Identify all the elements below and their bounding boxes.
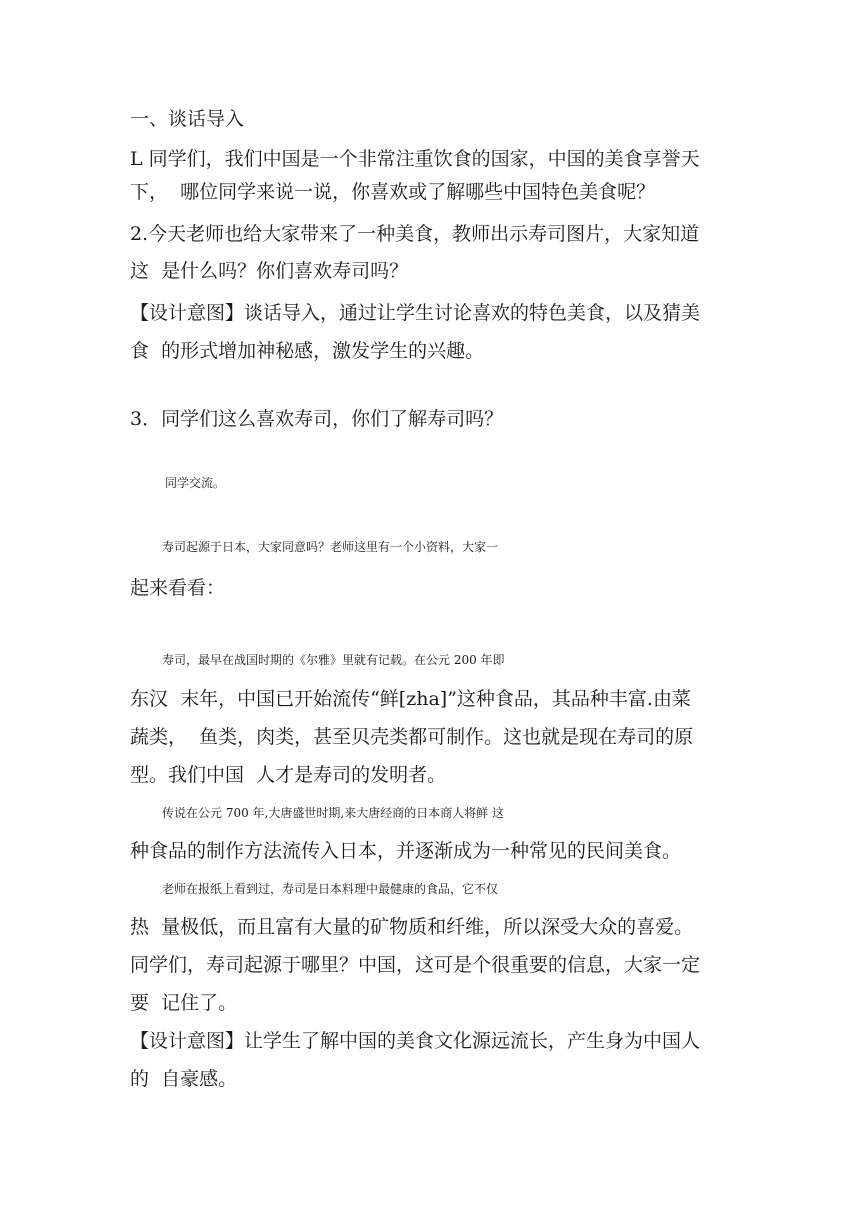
paragraph-5-line-2: 起来看看： <box>130 577 226 599</box>
paragraph-9-line-1: 同学们，寿司起源于哪里？中国，这可是个很重要的信息，大家一定 <box>130 954 701 976</box>
paragraph-9-line-2: 要 记住了。 <box>130 992 238 1014</box>
paragraph-7-line-2: 种食品的制作方法流传入日本，并逐渐成为一种常见的民间美食。 <box>130 840 682 862</box>
paragraph-1-line-2: 下， 哪位同学来说一说，你喜欢或了解哪些中国特色美食呢？ <box>130 181 656 203</box>
paragraph-3: 3．同学们这么喜欢寿司，你们了解寿司吗？ <box>130 408 504 430</box>
design-intent-2-line-1: 【设计意图】让学生了解中国的美食文化源远流长，产生身为中国人 <box>130 1030 701 1052</box>
design-intent-1-line-1: 【设计意图】谈话导入，通过让学生讨论喜欢的特色美食，以及猜美 <box>130 302 701 324</box>
section-heading: 一、谈话导入 <box>130 108 245 130</box>
paragraph-2-line-2: 这 是什么吗？你们喜欢寿司吗？ <box>130 260 409 282</box>
paragraph-4: 同学交流。 <box>165 476 226 490</box>
paragraph-6-line-3: 蔬类， 鱼类，肉类，甚至贝壳类都可制作。这也就是现在寿司的原 <box>130 726 694 748</box>
design-intent-2-line-2: 的 自豪感。 <box>130 1068 238 1090</box>
paragraph-2-line-1: 2.今天老师也给大家带来了一种美食，教师出示寿司图片，大家知道 <box>130 223 700 245</box>
paragraph-1-line-1: L 同学们，我们中国是一个非常注重饮食的国家，中国的美食享誉天 <box>130 148 700 170</box>
paragraph-8-line-1: 老师在报纸上看到过，寿司是日本料理中最健康的食品，它不仅 <box>162 882 499 896</box>
paragraph-6-line-2: 东汉 末年，中国已开始流传“鲜[zha]”这种食品，其品种丰富.由菜 <box>130 688 691 710</box>
paragraph-8-line-2: 热 量极低，而且富有大量的矿物质和纤维，所以深受大众的喜爱。 <box>130 916 694 938</box>
design-intent-1-line-2: 食 的形式增加神秘感，激发学生的兴趣。 <box>130 340 485 362</box>
paragraph-6-line-4: 型。我们中国 人才是寿司的发明者。 <box>130 764 447 786</box>
paragraph-6-line-1: 寿司，最早在战国时期的《尔雅》里就有记载。在公元 200 年即 <box>162 653 505 667</box>
paragraph-5-line-1: 寿司起源于日本，大家同意吗？老师这里有一个小资料，大家一 <box>162 540 499 554</box>
paragraph-7-line-1: 传说在公元 700 年,大唐盛世时期,来大唐经商的日本商人将鲜 这 <box>162 806 504 820</box>
